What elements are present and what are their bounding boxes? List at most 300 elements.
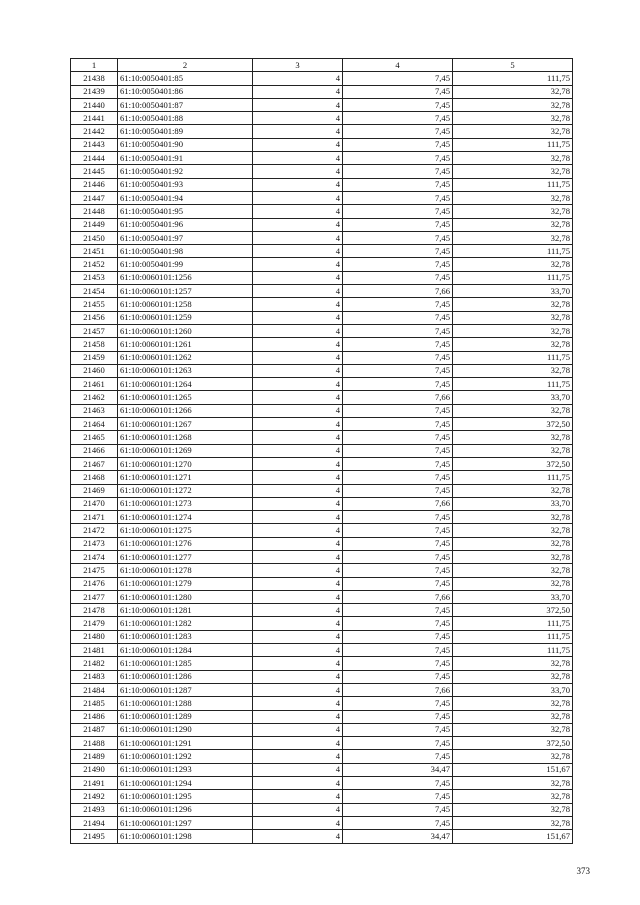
cell-col-4: 7,45 bbox=[343, 165, 453, 178]
cell-col-2: 61:10:0050401:94 bbox=[118, 191, 253, 204]
cell-col-5: 32,78 bbox=[453, 298, 573, 311]
cell-col-4: 7,45 bbox=[343, 644, 453, 657]
cell-col-1: 21453 bbox=[71, 271, 118, 284]
cell-col-4: 7,45 bbox=[343, 298, 453, 311]
cell-col-1: 21484 bbox=[71, 683, 118, 696]
table-header bbox=[71, 59, 573, 72]
cell-col-3: 4 bbox=[253, 497, 343, 510]
table-row bbox=[71, 285, 573, 298]
cell-col-4: 7,45 bbox=[343, 378, 453, 391]
cell-col-3: 4 bbox=[253, 311, 343, 324]
cell-col-5: 372,50 bbox=[453, 604, 573, 617]
table-row bbox=[71, 777, 573, 790]
table-row bbox=[71, 298, 573, 311]
cell-col-3: 4 bbox=[253, 298, 343, 311]
cell-col-5: 111,75 bbox=[453, 271, 573, 284]
cell-col-4: 7,45 bbox=[343, 511, 453, 524]
table-row bbox=[71, 697, 573, 710]
cell-col-2: 61:10:0060101:1269 bbox=[118, 444, 253, 457]
cell-col-2: 61:10:0060101:1267 bbox=[118, 418, 253, 431]
cell-col-3: 4 bbox=[253, 723, 343, 736]
cell-col-1: 21441 bbox=[71, 112, 118, 125]
cell-col-4: 7,45 bbox=[343, 537, 453, 550]
cell-col-2: 61:10:0050401:99 bbox=[118, 258, 253, 271]
cell-col-5: 32,78 bbox=[453, 218, 573, 231]
cell-col-2: 61:10:0060101:1281 bbox=[118, 604, 253, 617]
cell-col-5: 372,50 bbox=[453, 418, 573, 431]
cell-col-3: 4 bbox=[253, 351, 343, 364]
cell-col-2: 61:10:0050401:95 bbox=[118, 205, 253, 218]
cell-col-4: 7,45 bbox=[343, 364, 453, 377]
table-row bbox=[71, 564, 573, 577]
cell-col-3: 4 bbox=[253, 803, 343, 816]
cell-col-4: 7,45 bbox=[343, 271, 453, 284]
cell-col-2: 61:10:0060101:1289 bbox=[118, 710, 253, 723]
cell-col-1: 21486 bbox=[71, 710, 118, 723]
cell-col-5: 32,78 bbox=[453, 364, 573, 377]
cell-col-4: 7,45 bbox=[343, 457, 453, 470]
cell-col-1: 21448 bbox=[71, 205, 118, 218]
cell-col-4: 7,45 bbox=[343, 152, 453, 165]
cell-col-4: 7,45 bbox=[343, 737, 453, 750]
table-row bbox=[71, 165, 573, 178]
cell-col-5: 32,78 bbox=[453, 816, 573, 829]
cell-col-3: 4 bbox=[253, 152, 343, 165]
table-row bbox=[71, 404, 573, 417]
cell-col-4: 7,45 bbox=[343, 750, 453, 763]
cell-col-4: 7,45 bbox=[343, 670, 453, 683]
cell-col-2: 61:10:0060101:1270 bbox=[118, 457, 253, 470]
cell-col-4: 7,45 bbox=[343, 231, 453, 244]
cell-col-4: 7,45 bbox=[343, 777, 453, 790]
cell-col-1: 21482 bbox=[71, 657, 118, 670]
cell-col-1: 21457 bbox=[71, 324, 118, 337]
cell-col-2: 61:10:0060101:1268 bbox=[118, 431, 253, 444]
cell-col-5: 32,78 bbox=[453, 803, 573, 816]
cell-col-3: 4 bbox=[253, 112, 343, 125]
cell-col-4: 7,45 bbox=[343, 803, 453, 816]
cell-col-1: 21467 bbox=[71, 457, 118, 470]
cell-col-3: 4 bbox=[253, 710, 343, 723]
cell-col-5: 32,78 bbox=[453, 723, 573, 736]
table-row bbox=[71, 803, 573, 816]
cell-col-2: 61:10:0050401:86 bbox=[118, 85, 253, 98]
table-row bbox=[71, 152, 573, 165]
table-row bbox=[71, 577, 573, 590]
table-row bbox=[71, 644, 573, 657]
cell-col-4: 7,45 bbox=[343, 697, 453, 710]
cell-col-3: 4 bbox=[253, 85, 343, 98]
cell-col-1: 21494 bbox=[71, 816, 118, 829]
cell-col-4: 7,45 bbox=[343, 178, 453, 191]
cell-col-4: 7,45 bbox=[343, 338, 453, 351]
cell-col-2: 61:10:0060101:1291 bbox=[118, 737, 253, 750]
cell-col-5: 32,78 bbox=[453, 112, 573, 125]
cell-col-3: 4 bbox=[253, 457, 343, 470]
cell-col-2: 61:10:0060101:1280 bbox=[118, 590, 253, 603]
cell-col-5: 33,70 bbox=[453, 391, 573, 404]
cell-col-1: 21458 bbox=[71, 338, 118, 351]
table-row bbox=[71, 391, 573, 404]
table-row bbox=[71, 617, 573, 630]
cell-col-5: 372,50 bbox=[453, 457, 573, 470]
cell-col-5: 32,78 bbox=[453, 524, 573, 537]
cell-col-2: 61:10:0060101:1263 bbox=[118, 364, 253, 377]
cell-col-2: 61:10:0060101:1283 bbox=[118, 630, 253, 643]
cell-col-2: 61:10:0060101:1258 bbox=[118, 298, 253, 311]
cell-col-1: 21476 bbox=[71, 577, 118, 590]
cell-col-1: 21468 bbox=[71, 471, 118, 484]
cell-col-2: 61:10:0060101:1282 bbox=[118, 617, 253, 630]
cell-col-3: 4 bbox=[253, 245, 343, 258]
cell-col-2: 61:10:0060101:1293 bbox=[118, 763, 253, 776]
cell-col-4: 7,45 bbox=[343, 311, 453, 324]
cell-col-1: 21455 bbox=[71, 298, 118, 311]
cell-col-3: 4 bbox=[253, 697, 343, 710]
cell-col-1: 21472 bbox=[71, 524, 118, 537]
cell-col-3: 4 bbox=[253, 404, 343, 417]
table-row bbox=[71, 418, 573, 431]
cell-col-5: 372,50 bbox=[453, 737, 573, 750]
cell-col-4: 7,45 bbox=[343, 723, 453, 736]
cell-col-4: 7,45 bbox=[343, 85, 453, 98]
table-row bbox=[71, 311, 573, 324]
cell-col-4: 7,45 bbox=[343, 577, 453, 590]
table-row bbox=[71, 511, 573, 524]
cell-col-1: 21489 bbox=[71, 750, 118, 763]
cell-col-3: 4 bbox=[253, 816, 343, 829]
cell-col-1: 21483 bbox=[71, 670, 118, 683]
table-row bbox=[71, 85, 573, 98]
cell-col-4: 7,45 bbox=[343, 617, 453, 630]
cell-col-5: 32,78 bbox=[453, 404, 573, 417]
cell-col-3: 4 bbox=[253, 138, 343, 151]
cell-col-5: 32,78 bbox=[453, 431, 573, 444]
cell-col-3: 4 bbox=[253, 231, 343, 244]
cell-col-2: 61:10:0050401:85 bbox=[118, 72, 253, 85]
cell-col-2: 61:10:0050401:91 bbox=[118, 152, 253, 165]
cell-col-5: 32,78 bbox=[453, 484, 573, 497]
cell-col-3: 4 bbox=[253, 125, 343, 138]
cell-col-4: 7,45 bbox=[343, 471, 453, 484]
cell-col-4: 7,45 bbox=[343, 125, 453, 138]
cell-col-5: 111,75 bbox=[453, 617, 573, 630]
header-col-1: 1 bbox=[71, 59, 118, 72]
cell-col-1: 21491 bbox=[71, 777, 118, 790]
cell-col-3: 4 bbox=[253, 324, 343, 337]
cell-col-3: 4 bbox=[253, 524, 343, 537]
cell-col-5: 111,75 bbox=[453, 138, 573, 151]
cell-col-5: 111,75 bbox=[453, 351, 573, 364]
cell-col-4: 7,45 bbox=[343, 258, 453, 271]
cell-col-5: 32,78 bbox=[453, 444, 573, 457]
cell-col-5: 32,78 bbox=[453, 750, 573, 763]
table-row bbox=[71, 737, 573, 750]
cell-col-5: 111,75 bbox=[453, 378, 573, 391]
table-row bbox=[71, 205, 573, 218]
cell-col-1: 21438 bbox=[71, 72, 118, 85]
cell-col-2: 61:10:0060101:1285 bbox=[118, 657, 253, 670]
cell-col-2: 61:10:0060101:1284 bbox=[118, 644, 253, 657]
data-table bbox=[70, 58, 573, 844]
cell-col-5: 32,78 bbox=[453, 152, 573, 165]
table-row bbox=[71, 138, 573, 151]
cell-col-5: 32,78 bbox=[453, 537, 573, 550]
cell-col-3: 4 bbox=[253, 537, 343, 550]
cell-col-3: 4 bbox=[253, 750, 343, 763]
cell-col-5: 32,78 bbox=[453, 511, 573, 524]
cell-col-3: 4 bbox=[253, 364, 343, 377]
cell-col-1: 21443 bbox=[71, 138, 118, 151]
cell-col-2: 61:10:0060101:1266 bbox=[118, 404, 253, 417]
cell-col-2: 61:10:0060101:1279 bbox=[118, 577, 253, 590]
table-row bbox=[71, 497, 573, 510]
cell-col-5: 111,75 bbox=[453, 644, 573, 657]
cell-col-3: 4 bbox=[253, 72, 343, 85]
cell-col-1: 21475 bbox=[71, 564, 118, 577]
cell-col-3: 4 bbox=[253, 657, 343, 670]
cell-col-1: 21469 bbox=[71, 484, 118, 497]
cell-col-4: 7,66 bbox=[343, 590, 453, 603]
cell-col-1: 21456 bbox=[71, 311, 118, 324]
cell-col-2: 61:10:0060101:1297 bbox=[118, 816, 253, 829]
cell-col-5: 32,78 bbox=[453, 697, 573, 710]
cell-col-5: 32,78 bbox=[453, 191, 573, 204]
cell-col-2: 61:10:0060101:1275 bbox=[118, 524, 253, 537]
cell-col-3: 4 bbox=[253, 338, 343, 351]
cell-col-2: 61:10:0060101:1261 bbox=[118, 338, 253, 351]
cell-col-5: 32,78 bbox=[453, 311, 573, 324]
cell-col-2: 61:10:0060101:1259 bbox=[118, 311, 253, 324]
table-row bbox=[71, 72, 573, 85]
cell-col-1: 21439 bbox=[71, 85, 118, 98]
cell-col-1: 21478 bbox=[71, 604, 118, 617]
cell-col-3: 4 bbox=[253, 790, 343, 803]
cell-col-4: 7,45 bbox=[343, 564, 453, 577]
cell-col-3: 4 bbox=[253, 191, 343, 204]
cell-col-4: 7,45 bbox=[343, 351, 453, 364]
cell-col-1: 21466 bbox=[71, 444, 118, 457]
cell-col-1: 21490 bbox=[71, 763, 118, 776]
cell-col-5: 32,78 bbox=[453, 258, 573, 271]
cell-col-4: 7,45 bbox=[343, 112, 453, 125]
table-row bbox=[71, 231, 573, 244]
cell-col-3: 4 bbox=[253, 617, 343, 630]
cell-col-4: 7,45 bbox=[343, 710, 453, 723]
cell-col-3: 4 bbox=[253, 431, 343, 444]
cell-col-2: 61:10:0050401:93 bbox=[118, 178, 253, 191]
cell-col-2: 61:10:0060101:1272 bbox=[118, 484, 253, 497]
header-col-4: 4 bbox=[343, 59, 453, 72]
table-row bbox=[71, 245, 573, 258]
cell-col-5: 32,78 bbox=[453, 577, 573, 590]
cell-col-4: 7,45 bbox=[343, 790, 453, 803]
cell-col-1: 21461 bbox=[71, 378, 118, 391]
cell-col-1: 21449 bbox=[71, 218, 118, 231]
cell-col-5: 32,78 bbox=[453, 125, 573, 138]
table-row bbox=[71, 790, 573, 803]
cell-col-5: 33,70 bbox=[453, 285, 573, 298]
cell-col-3: 4 bbox=[253, 550, 343, 563]
table-row bbox=[71, 364, 573, 377]
cell-col-4: 7,45 bbox=[343, 418, 453, 431]
cell-col-3: 4 bbox=[253, 484, 343, 497]
cell-col-3: 4 bbox=[253, 604, 343, 617]
cell-col-5: 111,75 bbox=[453, 245, 573, 258]
cell-col-1: 21479 bbox=[71, 617, 118, 630]
cell-col-3: 4 bbox=[253, 378, 343, 391]
cell-col-4: 7,45 bbox=[343, 324, 453, 337]
cell-col-1: 21487 bbox=[71, 723, 118, 736]
cell-col-4: 7,45 bbox=[343, 524, 453, 537]
cell-col-3: 4 bbox=[253, 577, 343, 590]
cell-col-2: 61:10:0060101:1264 bbox=[118, 378, 253, 391]
cell-col-5: 32,78 bbox=[453, 338, 573, 351]
cell-col-5: 33,70 bbox=[453, 683, 573, 696]
cell-col-3: 4 bbox=[253, 218, 343, 231]
cell-col-4: 7,66 bbox=[343, 285, 453, 298]
cell-col-4: 7,66 bbox=[343, 683, 453, 696]
table-row bbox=[71, 683, 573, 696]
cell-col-3: 4 bbox=[253, 444, 343, 457]
cell-col-2: 61:10:0060101:1278 bbox=[118, 564, 253, 577]
cell-col-1: 21440 bbox=[71, 98, 118, 111]
cell-col-2: 61:10:0060101:1294 bbox=[118, 777, 253, 790]
cell-col-4: 7,45 bbox=[343, 404, 453, 417]
cell-col-4: 7,45 bbox=[343, 245, 453, 258]
cell-col-1: 21445 bbox=[71, 165, 118, 178]
header-col-3: 3 bbox=[253, 59, 343, 72]
cell-col-4: 7,45 bbox=[343, 431, 453, 444]
table-row bbox=[71, 471, 573, 484]
cell-col-2: 61:10:0060101:1260 bbox=[118, 324, 253, 337]
cell-col-5: 111,75 bbox=[453, 630, 573, 643]
cell-col-2: 61:10:0060101:1273 bbox=[118, 497, 253, 510]
cell-col-2: 61:10:0060101:1290 bbox=[118, 723, 253, 736]
cell-col-2: 61:10:0060101:1288 bbox=[118, 697, 253, 710]
cell-col-5: 32,78 bbox=[453, 657, 573, 670]
table-row bbox=[71, 710, 573, 723]
table-row bbox=[71, 723, 573, 736]
table-row bbox=[71, 457, 573, 470]
cell-col-1: 21460 bbox=[71, 364, 118, 377]
cell-col-2: 61:10:0060101:1265 bbox=[118, 391, 253, 404]
cell-col-4: 7,45 bbox=[343, 816, 453, 829]
cell-col-1: 21444 bbox=[71, 152, 118, 165]
cell-col-5: 33,70 bbox=[453, 590, 573, 603]
cell-col-3: 4 bbox=[253, 644, 343, 657]
cell-col-1: 21463 bbox=[71, 404, 118, 417]
cell-col-5: 32,78 bbox=[453, 670, 573, 683]
cell-col-1: 21462 bbox=[71, 391, 118, 404]
table-row bbox=[71, 750, 573, 763]
cell-col-2: 61:10:0060101:1257 bbox=[118, 285, 253, 298]
cell-col-2: 61:10:0050401:90 bbox=[118, 138, 253, 151]
cell-col-3: 4 bbox=[253, 590, 343, 603]
cell-col-1: 21446 bbox=[71, 178, 118, 191]
cell-col-5: 32,78 bbox=[453, 790, 573, 803]
cell-col-2: 61:10:0060101:1286 bbox=[118, 670, 253, 683]
table-row bbox=[71, 604, 573, 617]
cell-col-1: 21470 bbox=[71, 497, 118, 510]
table-row bbox=[71, 112, 573, 125]
cell-col-1: 21464 bbox=[71, 418, 118, 431]
cell-col-5: 151,67 bbox=[453, 830, 573, 843]
table-row bbox=[71, 550, 573, 563]
table-row bbox=[71, 484, 573, 497]
table-row bbox=[71, 324, 573, 337]
cell-col-5: 32,78 bbox=[453, 165, 573, 178]
cell-col-3: 4 bbox=[253, 683, 343, 696]
table-row bbox=[71, 178, 573, 191]
cell-col-5: 32,78 bbox=[453, 205, 573, 218]
cell-col-4: 7,45 bbox=[343, 218, 453, 231]
cell-col-2: 61:10:0060101:1296 bbox=[118, 803, 253, 816]
cell-col-5: 33,70 bbox=[453, 497, 573, 510]
cell-col-5: 151,67 bbox=[453, 763, 573, 776]
cell-col-2: 61:10:0060101:1292 bbox=[118, 750, 253, 763]
cell-col-3: 4 bbox=[253, 165, 343, 178]
cell-col-4: 7,45 bbox=[343, 484, 453, 497]
cell-col-1: 21480 bbox=[71, 630, 118, 643]
cell-col-2: 61:10:0060101:1256 bbox=[118, 271, 253, 284]
cell-col-3: 4 bbox=[253, 830, 343, 843]
table-row bbox=[71, 657, 573, 670]
cell-col-1: 21452 bbox=[71, 258, 118, 271]
cell-col-3: 4 bbox=[253, 178, 343, 191]
cell-col-1: 21495 bbox=[71, 830, 118, 843]
table-row bbox=[71, 630, 573, 643]
cell-col-2: 61:10:0050401:98 bbox=[118, 245, 253, 258]
table-row bbox=[71, 98, 573, 111]
cell-col-1: 21474 bbox=[71, 550, 118, 563]
cell-col-1: 21465 bbox=[71, 431, 118, 444]
cell-col-3: 4 bbox=[253, 271, 343, 284]
cell-col-4: 7,45 bbox=[343, 191, 453, 204]
cell-col-1: 21488 bbox=[71, 737, 118, 750]
cell-col-4: 7,45 bbox=[343, 98, 453, 111]
cell-col-1: 21450 bbox=[71, 231, 118, 244]
cell-col-3: 4 bbox=[253, 670, 343, 683]
table-row bbox=[71, 125, 573, 138]
cell-col-1: 21442 bbox=[71, 125, 118, 138]
cell-col-3: 4 bbox=[253, 630, 343, 643]
cell-col-2: 61:10:0060101:1287 bbox=[118, 683, 253, 696]
cell-col-4: 7,66 bbox=[343, 391, 453, 404]
cell-col-1: 21473 bbox=[71, 537, 118, 550]
cell-col-3: 4 bbox=[253, 511, 343, 524]
cell-col-5: 32,78 bbox=[453, 564, 573, 577]
cell-col-2: 61:10:0050401:92 bbox=[118, 165, 253, 178]
cell-col-1: 21481 bbox=[71, 644, 118, 657]
table-row bbox=[71, 444, 573, 457]
table-row bbox=[71, 524, 573, 537]
cell-col-2: 61:10:0060101:1262 bbox=[118, 351, 253, 364]
cell-col-4: 7,45 bbox=[343, 72, 453, 85]
table-row bbox=[71, 670, 573, 683]
table-body bbox=[71, 72, 573, 843]
cell-col-4: 7,45 bbox=[343, 550, 453, 563]
table-row bbox=[71, 590, 573, 603]
cell-col-5: 111,75 bbox=[453, 72, 573, 85]
cell-col-4: 7,45 bbox=[343, 604, 453, 617]
cell-col-1: 21447 bbox=[71, 191, 118, 204]
cell-col-2: 61:10:0050401:89 bbox=[118, 125, 253, 138]
page-number: 373 bbox=[576, 866, 590, 876]
header-col-2: 2 bbox=[118, 59, 253, 72]
cell-col-4: 34,47 bbox=[343, 763, 453, 776]
cell-col-3: 4 bbox=[253, 471, 343, 484]
